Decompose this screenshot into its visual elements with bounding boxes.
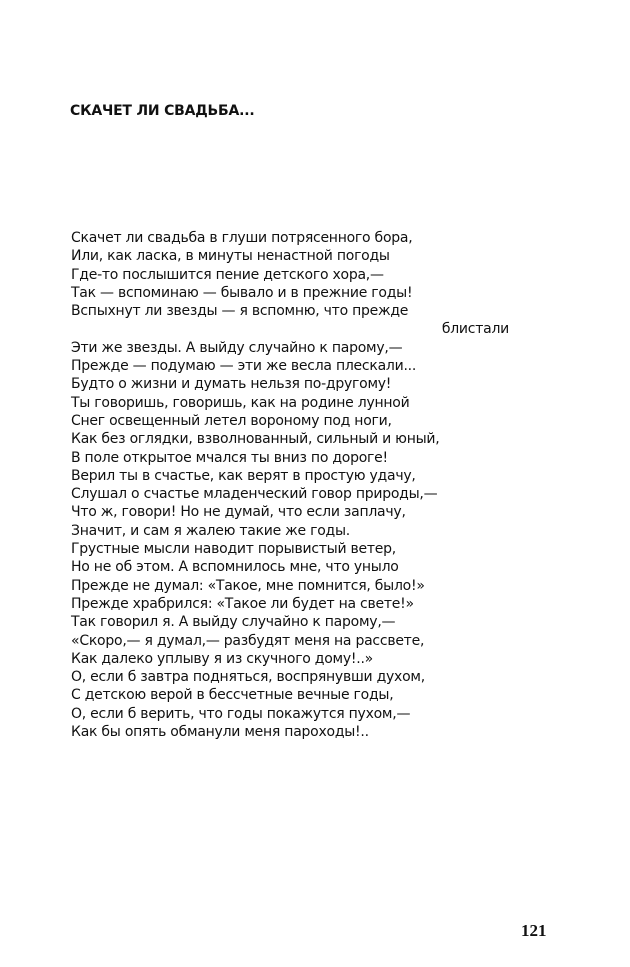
poem-title: СКАЧЕТ ЛИ СВАДЬБА... [70,103,255,119]
poem-line: Как бы опять обманули меня пароходы!.. [71,724,369,741]
poem-line: Или, как ласка, в минуты ненастной погоды [71,248,390,265]
poem-line: Так — вспоминаю — бывало и в прежние годы! [71,284,413,301]
poem-line: Скачет ли свадьба в глуши потрясенного бора, [71,230,413,246]
page-number: 121 [521,921,547,940]
poem-line: Верил ты в счастье, как верят в простую удачу, [71,467,416,484]
poem-line: Так говорил я. А выйду случайно к парому,— [71,614,396,631]
poem-line: Значит, и сам я жалею такие же годы. [71,522,350,539]
poem-line: Эти же звезды. А выйду случайно к парому,— [71,339,403,356]
poem-line: «Скоро,— я думал,— разбудят меня на рассвете, [71,632,425,649]
poem-line: Будто о жизни и думать нельзя по-другому! [71,376,392,393]
poem-line: С детскою верой в бессчетные вечные годы, [71,687,394,704]
poem-line: О, если б верить, что годы покажутся пухом,— [71,705,411,722]
poem-line: Как далеко уплыву я из скучного дому!..» [71,650,373,667]
poem-line-continuation: блистали [441,321,509,338]
poem-body [71,229,511,741]
poem-line: Вспыхнут ли звезды — я вспомню, что прежде [71,303,409,320]
poem-line: Прежде храбрился: «Такое ли будет на свете!» [71,595,414,612]
poem-line: Прежде — подумаю — эти же весла плескали... [71,358,417,375]
poem-line: Слушал о счастье младенческий говор природы,— [71,486,438,503]
poem-line: Где-то послышится пение детского хора,— [71,266,384,283]
poem-line: Снег освещенный летел вороному под ноги, [71,412,392,429]
poem-line: Но не об этом. А вспомнилось мне, что уныло [71,559,399,576]
poem-line: Грустные мысли наводит порывистый ветер, [71,541,397,558]
poem-line: В поле открытое мчался ты вниз по дороге! [71,449,388,466]
poem-line: Что ж, говори! Но не думай, что если заплачу, [71,504,406,521]
poem-line: О, если б завтра подняться, воспрянувши духом, [71,669,425,686]
poem-line: Как без оглядки, взволнованный, сильный и юный, [71,431,440,448]
poem-line: Прежде не думал: «Такое, мне помнится, было!» [71,577,425,594]
poem-line: Ты говоришь, говоришь, как на родине лунной [71,394,410,411]
